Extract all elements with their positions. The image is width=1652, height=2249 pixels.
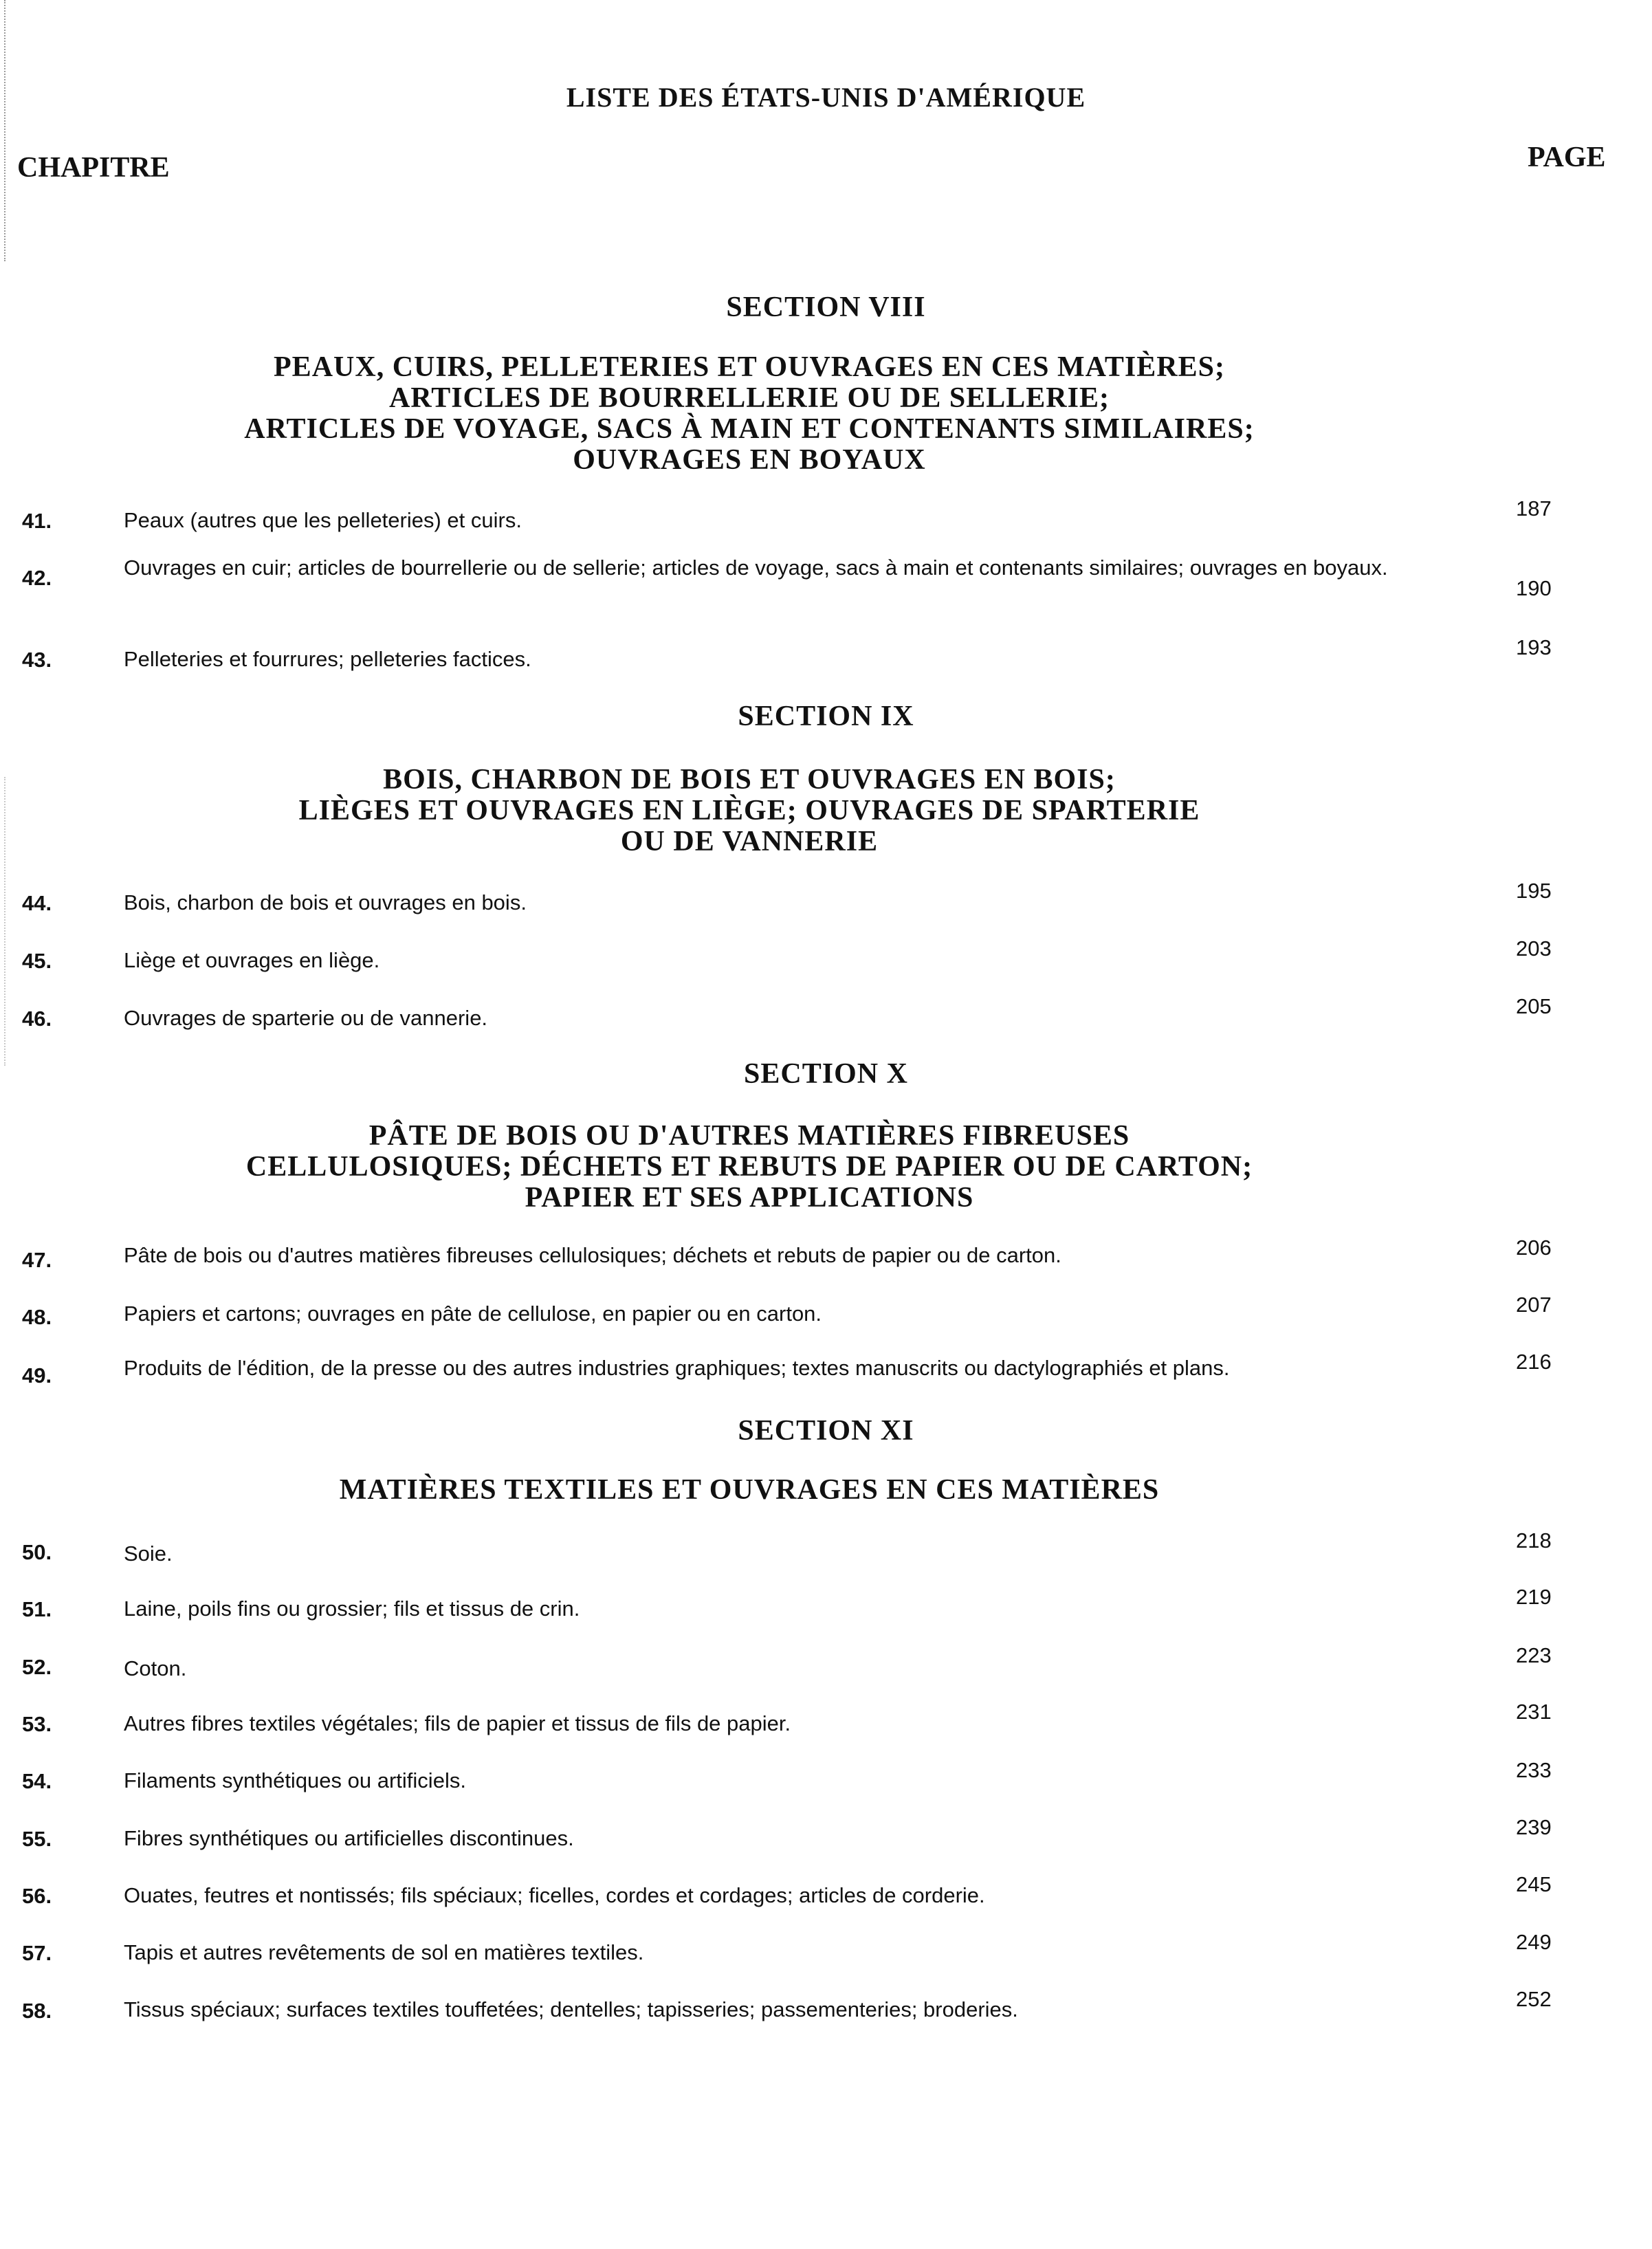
section-heading-line: PEAUX, CUIRS, PELLETERIES ET OUVRAGES EN CES MATIÈRES;: [274, 351, 1225, 383]
section-heading-line: LIÈGES ET OUVRAGES EN LIÈGE; OUVRAGES DE SPARTERIE: [298, 794, 1200, 826]
chapter-number: 54.: [22, 1769, 52, 1793]
chapter-title: Soie.: [124, 1542, 173, 1566]
chapter-title: Ouvrages en cuir; articles de bourrellerie ou de sellerie; articles de voyage, sacs à main et contenants similaires; ouvrages en boyaux.: [124, 556, 1388, 580]
section-label: SECTION XI: [738, 1415, 914, 1447]
chapter-page: 219: [1516, 1585, 1552, 1609]
chapter-title: Ouvrages de sparterie ou de vannerie.: [124, 1006, 488, 1030]
section-heading: [137, 1475, 1361, 1506]
chapter-number: 58.: [22, 1999, 52, 2023]
chapter-page: 245: [1516, 1872, 1552, 1896]
section-heading-line: OU DE VANNERIE: [620, 825, 879, 857]
chapter-title: Liège et ouvrages en liège.: [124, 948, 380, 972]
chapter-number: 44.: [22, 891, 52, 915]
chapter-title: Filaments synthétiques ou artificiels.: [124, 1768, 466, 1792]
chapter-number: 47.: [22, 1248, 52, 1272]
chapter-title: Tapis et autres revêtements de sol en matières textiles.: [124, 1940, 644, 1964]
section-label: SECTION IX: [738, 701, 914, 732]
chapter-page: 249: [1516, 1930, 1552, 1954]
chapter-title: Peaux (autres que les pelleteries) et cuirs.: [124, 508, 522, 532]
chapter-page: 207: [1516, 1293, 1552, 1317]
chapter-number: 49.: [22, 1363, 52, 1387]
chapter-title: Coton.: [124, 1656, 187, 1680]
section-heading-line: ARTICLES DE VOYAGE, SACS À MAIN ET CONTENANTS SIMILAIRES;: [244, 413, 1255, 445]
column-header-page: PAGE: [1528, 142, 1606, 173]
column-header-chapitre: CHAPITRE: [17, 152, 170, 184]
document-title: LISTE DES ÉTATS-UNIS D'AMÉRIQUE: [566, 82, 1086, 113]
chapter-number: 52.: [22, 1655, 52, 1679]
chapter-number: 42.: [22, 566, 52, 590]
chapter-page: 190: [1516, 576, 1552, 600]
chapter-number: 51.: [22, 1597, 52, 1621]
chapter-page: 206: [1516, 1236, 1552, 1260]
chapter-title: Pelleteries et fourrures; pelleteries factices.: [124, 647, 531, 671]
chapter-title: Laine, poils fins ou grossier; fils et tissus de crin.: [124, 1597, 580, 1621]
chapter-page: 187: [1516, 496, 1552, 520]
chapter-number: 50.: [22, 1540, 52, 1564]
chapter-title: Autres fibres textiles végétales; fils de papier et tissus de fils de papier.: [124, 1711, 791, 1735]
chapter-number: 48.: [22, 1305, 52, 1329]
chapter-number: 43.: [22, 648, 52, 672]
section-heading: [137, 1121, 1361, 1214]
chapter-number: 41.: [22, 509, 52, 533]
chapter-title: Pâte de bois ou d'autres matières fibreuses cellulosiques; déchets et rebuts de papier ou de carton.: [124, 1243, 1061, 1267]
chapter-page: 223: [1516, 1643, 1552, 1667]
section-heading-line: PÂTE DE BOIS OU D'AUTRES MATIÈRES FIBREUSES: [368, 1120, 1130, 1152]
chapter-page: 239: [1516, 1815, 1552, 1839]
chapter-page: 193: [1516, 635, 1552, 659]
chapter-page: 216: [1516, 1350, 1552, 1374]
section-heading-line: PAPIER ET SES APPLICATIONS: [525, 1181, 974, 1214]
chapter-page: 231: [1516, 1700, 1552, 1724]
chapter-number: 55.: [22, 1827, 52, 1851]
section-heading-line: ARTICLES DE BOURRELLERIE OU DE SELLERIE;: [389, 382, 1110, 414]
chapter-number: 45.: [22, 949, 52, 973]
chapter-number: 56.: [22, 1884, 52, 1908]
chapter-title: Tissus spéciaux; surfaces textiles touffetées; dentelles; tapisseries; passementeries; broderies.: [124, 1997, 1018, 2021]
chapter-title: Produits de l'édition, de la presse ou des autres industries graphiques; textes manuscrits ou dactylographiés et plans.: [124, 1356, 1230, 1380]
chapter-page: 205: [1516, 994, 1552, 1018]
section-heading: [137, 352, 1361, 476]
scan-edge-mark: [4, 777, 8, 1066]
chapter-number: 57.: [22, 1941, 52, 1965]
section-heading-line: MATIÈRES TEXTILES ET OUVRAGES EN CES MATIÈRES: [339, 1474, 1160, 1506]
chapter-number: 53.: [22, 1712, 52, 1736]
chapter-page: 203: [1516, 936, 1552, 961]
scan-edge-mark: [4, 0, 8, 261]
section-heading-line: BOIS, CHARBON DE BOIS ET OUVRAGES EN BOIS;: [383, 764, 1116, 796]
chapter-title: Ouates, feutres et nontissés; fils spéciaux; ficelles, cordes et cordages; articles de corderie.: [124, 1883, 985, 1907]
section-label: SECTION VIII: [726, 292, 926, 323]
section-heading-line: CELLULOSIQUES; DÉCHETS ET REBUTS DE PAPIER OU DE CARTON;: [245, 1150, 1253, 1183]
chapter-page: 195: [1516, 879, 1552, 903]
chapter-page: 252: [1516, 1987, 1552, 2011]
chapter-page: 233: [1516, 1758, 1552, 1782]
chapter-number: 46.: [22, 1007, 52, 1031]
section-heading: [137, 765, 1361, 857]
section-heading-line: OUVRAGES EN BOYAUX: [573, 443, 926, 476]
chapter-title: Papiers et cartons; ouvrages en pâte de cellulose, en papier ou en carton.: [124, 1302, 822, 1326]
section-label: SECTION X: [744, 1058, 908, 1090]
chapter-title: Fibres synthétiques ou artificielles discontinues.: [124, 1826, 574, 1850]
chapter-title: Bois, charbon de bois et ouvrages en bois.: [124, 890, 527, 914]
chapter-page: 218: [1516, 1528, 1552, 1553]
